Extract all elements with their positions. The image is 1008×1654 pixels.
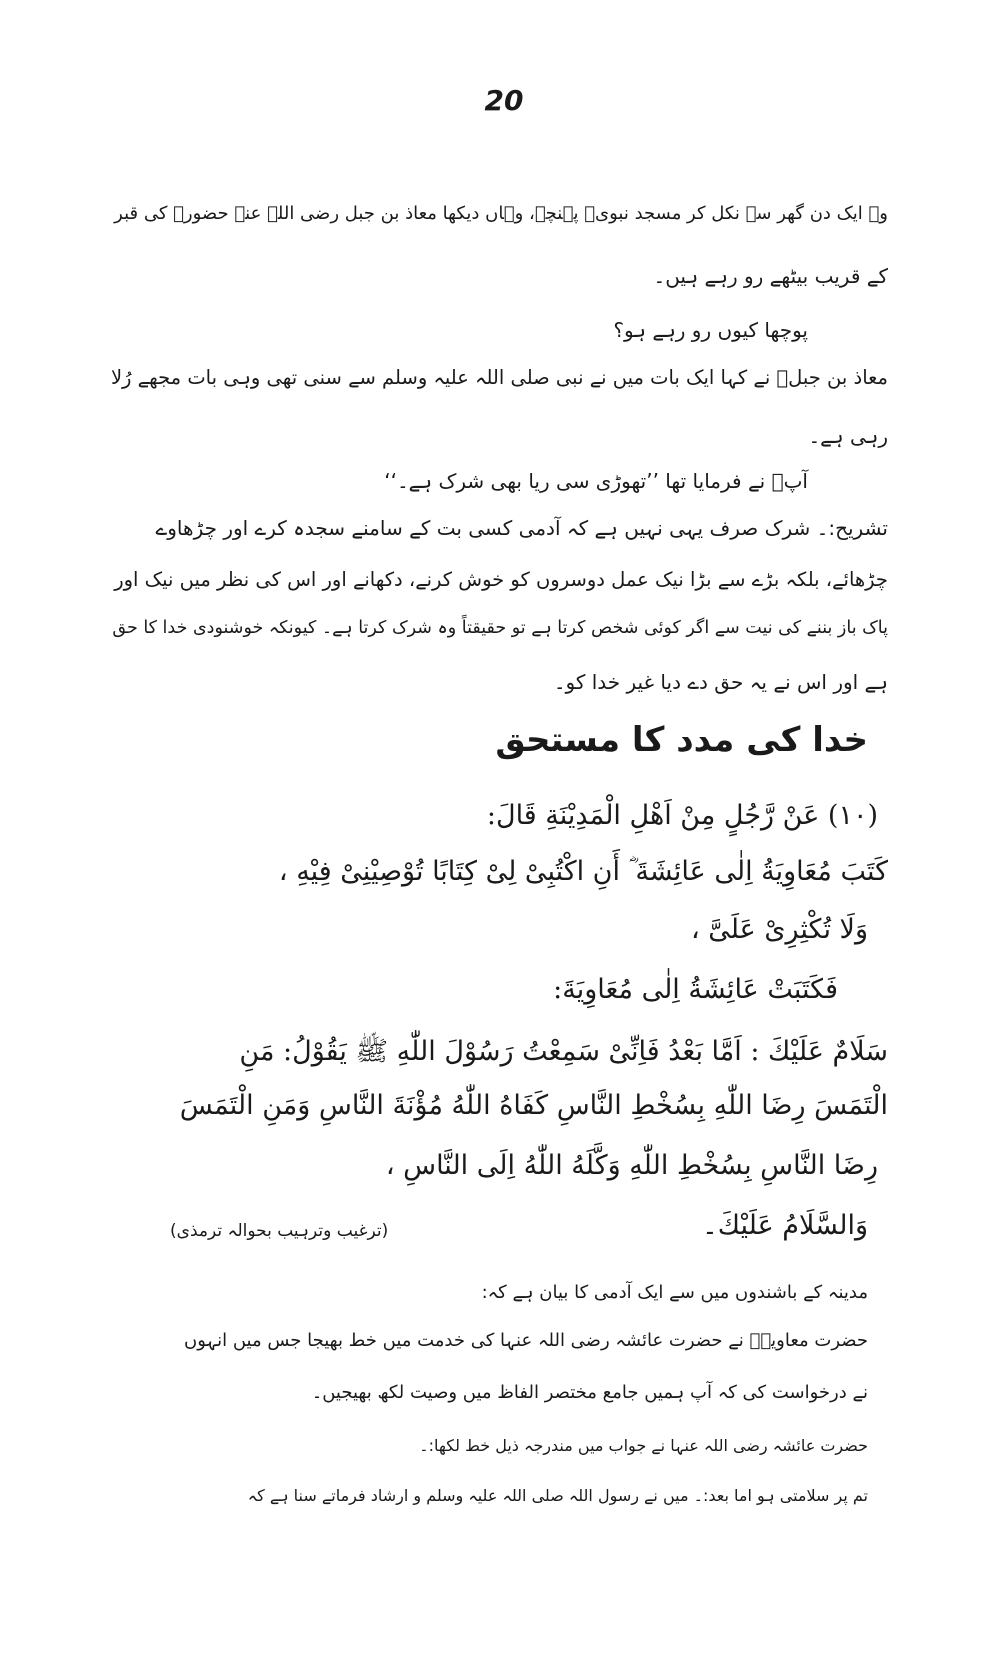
translation-line: حضرت عائشہ رضی اللہ عنہا نے جواب میں مندرجہ ذیل خط لکھا:۔ (419, 1436, 868, 1455)
hadith-line: فَكَتَبَتْ عَائِشَةُ اِلٰى مُعَاوِيَةَ: (553, 974, 838, 1005)
hadith-line: (۱۰) عَنْ رَّجُلٍ مِنْ اَهْلِ الْمَدِيْنَةِ قَالَ: (486, 800, 878, 831)
translation-line: نے درخواست کی کہ آپ ہمیں جامع مختصر الفاظ میں وصیت لکھ بھیجیں۔ (311, 1382, 868, 1403)
hadith-line: سَلَامٌ عَلَيْكَ : اَمَّا بَعْدُ فَاِنِّىْ سَمِعْتُ رَسُوْلَ اللّٰهِ ﷺ يَقُوْلُ: مَنِ (239, 1036, 888, 1067)
hadith-reference: (ترغیب وترہیب بحوالہ ترمذی) (170, 1221, 389, 1241)
section-heading: خدا کی مدد کا مستحق (495, 720, 868, 760)
page-number: 20 (484, 84, 524, 117)
hadith-line: كَتَبَ مُعَاوِيَةُ اِلٰى عَائِشَةَ ؓ أَنِ اكْتُبِىْ لِىْ كِتَابًا تُوْصِيْنِىْ فِيْهِ ، (278, 856, 888, 887)
story-line: آپؐ نے فرمایا تھا ’’تھوڑی سی ریا بھی شرک ہے۔‘‘ (384, 469, 808, 493)
story-line: کے قریب بیٹھے رو رہے ہیں۔ (653, 264, 888, 288)
commentary-line: ہے اور اس نے یہ حق دے دیا غیر خدا کو۔ (553, 670, 888, 694)
story-line: وہ ایک دن گھر سے نکل کر مسجد نبویؐ پہنچے، وہاں دیکھا معاذ بن جبل رضی اللہ عنہ حضورؐ کی قبر (114, 203, 888, 224)
story-line: معاذ بن جبلؓ نے کہا ایک بات میں نے نبی صلی اللہ علیہ وسلم سے سنی تھی وہی بات مجھے رُلا (110, 366, 888, 389)
story-line: پوچھا کیوں رو رہے ہو؟ (613, 318, 808, 342)
commentary-line: پاک باز بننے کی نیت سے اگر کوئی شخص کرتا ہے تو حقیقتاً وہ شرک کرتا ہے۔ کیونکہ خوشنودی خدا کا حق (112, 618, 888, 638)
story-line: رہی ہے۔ (808, 424, 888, 448)
hadith-line: وَالسَّلَامُ عَلَيْكَ۔ (701, 1210, 868, 1241)
translation-line: تم پر سلامتی ہو اما بعد:۔ میں نے رسول اللہ صلی اللہ علیہ وسلم و ارشاد فرماتے سنا ہے کہ (247, 1486, 868, 1505)
commentary-line: چڑھائے، بلکہ بڑے سے بڑا نیک عمل دوسروں کو خوش کرنے، دکھانے اور اس کی نظر میں نیک اور (114, 568, 888, 591)
hadith-line: رِضَا النَّاسِ بِسُخْطِ اللّٰهِ وَكَّلَهُ اللّٰهُ اِلَى النَّاسِ ، (385, 1150, 878, 1181)
commentary-line: تشریح:۔ شرک صرف یہی نہیں ہے کہ آدمی کسی بت کے سامنے سجدہ کرے اور چڑھاوے (155, 516, 888, 540)
translation-line: حضرت معاویہؓ نے حضرت عائشہ رضی اللہ عنہا کی خدمت میں خط بھیجا جس میں انہوں (184, 1330, 868, 1351)
hadith-line: الْتَمَسَ رِضَا اللّٰهِ بِسُخْطِ النَّاسِ كَفَاهُ اللّٰهُ مُؤْنَةَ النَّاسِ وَمَنِ الْتَمَسَ (179, 1090, 888, 1121)
hadith-line: وَلَا تُكْثِرِىْ عَلَىَّ ، (690, 914, 868, 945)
translation-line: مدینہ کے باشندوں میں سے ایک آدمی کا بیان ہے کہ: (481, 1282, 868, 1303)
